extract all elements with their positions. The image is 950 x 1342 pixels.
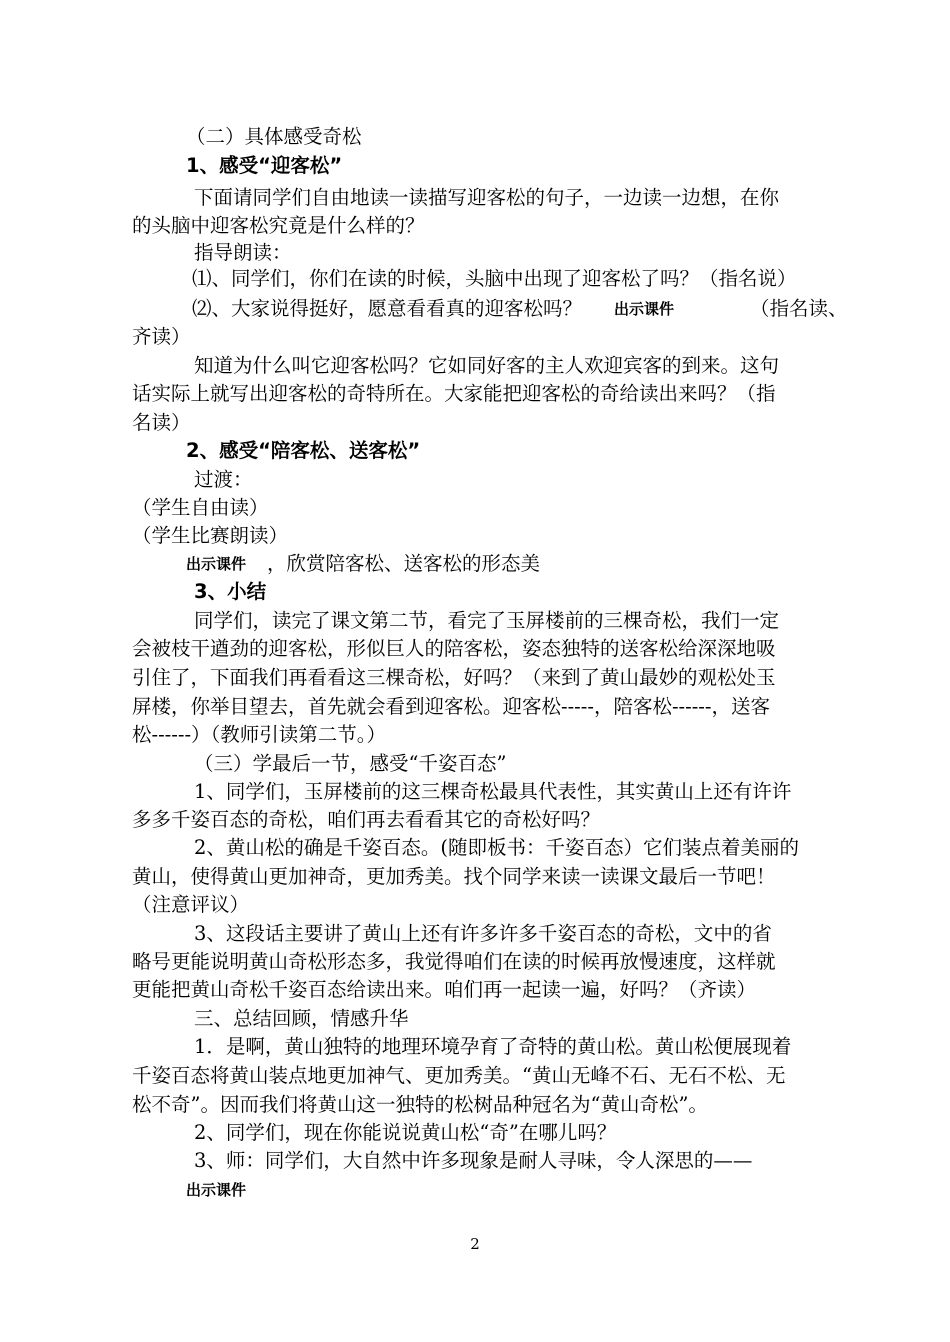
text-line: 齐读） xyxy=(132,325,191,348)
text-line: 话实际上就写出迎客松的奇特所在。大家能把迎客松的奇给读出来吗？（指 xyxy=(132,382,776,405)
text-line: 同学们，读完了课文第二节，看完了玉屏楼前的三棵奇松，我们一定 xyxy=(194,609,780,632)
text-line: 下面请同学们自由地读一读描写迎客松的句子，一边读一边想，在你 xyxy=(194,186,780,209)
courseware-label: 出示课件 xyxy=(186,555,247,573)
text-line: 3、这段话主要讲了黄山上还有许多许多千姿百态的奇松，文中的省 xyxy=(194,922,772,945)
text-line: 千姿百态将黄山装点地更加神气、更加秀美。“黄山无峰不石、无石不松、无 xyxy=(132,1064,786,1087)
text-line: （学生比赛朗读） xyxy=(132,524,289,547)
text-line: 3、师：同学们，大自然中许多现象是耐人寻味，令人深思的—— xyxy=(194,1149,753,1172)
text-line: ⑴、同学们，你们在读的时候，头脑中出现了迎客松了吗？（指名说） xyxy=(192,267,797,290)
section-heading: （三）学最后一节，感受“千姿百态” xyxy=(194,752,507,775)
text-line: 会被枝干遒劲的迎客松，形似巨人的陪客松，姿态独特的送客松给深深地吸 xyxy=(132,637,776,660)
courseware-label: 出示课件 xyxy=(614,300,675,318)
subheading: 1、感受“迎客松” xyxy=(186,154,343,177)
text-line: 的头脑中迎客松究竟是什么样的？ xyxy=(132,214,425,237)
text-line: ⑵、大家说得挺好，愿意看看真的迎客松吗？ xyxy=(192,297,583,320)
text-line: （注意评议） xyxy=(132,893,250,916)
text-line: 多多千姿百态的奇松，咱们再去看看其它的奇松好吗？ xyxy=(132,808,601,831)
section-heading: 三、总结回顾，情感升华 xyxy=(194,1007,409,1030)
subheading: 3、小结 xyxy=(194,580,267,603)
page-number: 2 xyxy=(470,1235,480,1253)
text-line: 屏楼，你举目望去，首先就会看到迎客松。迎客松-----，陪客松------，送客 xyxy=(132,695,770,718)
text-line: 1．是啊，黄山独特的地理环境孕育了奇特的黄山松。黄山松便展现着 xyxy=(194,1035,792,1058)
text-line: （学生自由读） xyxy=(132,496,269,519)
text-line: 引住了，下面我们再看看这三棵奇松，好吗？（来到了黄山最妙的观松处玉 xyxy=(132,666,776,689)
text-line: 名读） xyxy=(132,411,191,434)
text-line: 略号更能说明黄山奇松形态多，我觉得咱们在读的时候再放慢速度，这样就 xyxy=(132,950,776,973)
text-line: 1、同学们，玉屏楼前的这三棵奇松最具代表性，其实黄山上还有许许 xyxy=(194,780,792,803)
text-line: 指导朗读： xyxy=(194,241,292,264)
text-line: 2、黄山松的确是千姿百态。(随即板书：千姿百态）它们装点着美丽的 xyxy=(194,836,800,859)
text-line: 松------）（教师引读第二节。） xyxy=(132,723,387,746)
text-line: 更能把黄山奇松千姿百态给读出来。咱们再一起读一遍，好吗？（齐读） xyxy=(132,978,757,1001)
text-line: 知道为什么叫它迎客松吗？它如同好客的主人欢迎宾客的到来。这句 xyxy=(194,354,780,377)
text-line: 过渡： xyxy=(194,468,253,491)
text-line: 松不奇”。因而我们将黄山这一独特的松树品种冠名为“黄山奇松”。 xyxy=(132,1093,708,1116)
text-line: （指名读、 xyxy=(750,297,848,320)
text-line: 黄山，使得黄山更加神奇，更加秀美。找个同学来读一读课文最后一节吧！ xyxy=(132,865,776,888)
section-heading: （二）具体感受奇松 xyxy=(186,125,362,148)
text-line: 2、同学们，现在你能说说黄山松“奇”在哪儿吗？ xyxy=(194,1121,617,1144)
subheading: 2、感受“陪客松、送客松” xyxy=(186,439,421,462)
courseware-label: 出示课件 xyxy=(186,1181,247,1199)
text-line: ，欣赏陪客松、送客松的形态美 xyxy=(267,552,541,575)
